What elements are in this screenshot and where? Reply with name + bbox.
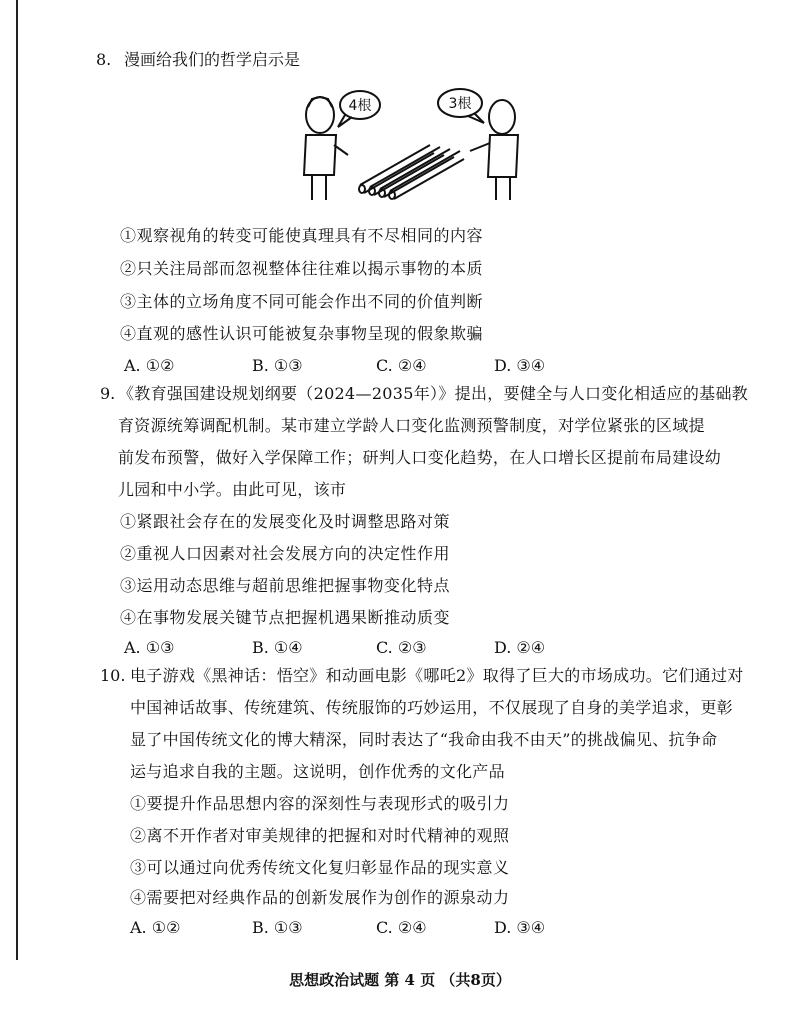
question-8-option-4: ④直观的感性认识可能被复杂事物呈现的假象欺骗: [120, 324, 484, 343]
question-10-stem-line-3: 显了中国传统文化的博大精深，同时表达了“我命由我不由天”的挑战偏见、抗争命: [130, 730, 718, 749]
cartoon-illustration: [290, 85, 530, 210]
question-10-choices: [130, 918, 650, 938]
question-10-stem-line-1: 电子游戏《黑神话：悟空》和动画电影《哪吒2》取得了巨大的市场成功。它们通过对: [130, 666, 744, 685]
question-10-option-3: ③可以通过向优秀传统文化复归彰显作品的现实意义: [130, 858, 510, 877]
question-10-option-2: ②离不开作者对审美规律的把握和对时代精神的观照: [130, 826, 510, 845]
right-bubble-text: 3根: [448, 96, 472, 112]
question-8-number: 8.: [96, 50, 112, 69]
question-9-choice-d: D. ②④: [494, 638, 546, 657]
question-9-option-4: ④在事物发展关键节点把握机遇果断推动质变: [120, 608, 451, 627]
question-10-choice-c: C. ②④: [376, 918, 427, 937]
question-9-choice-c: C. ②③: [376, 638, 427, 657]
binding-margin-line: [16, 0, 18, 960]
left-bubble-text: 4根: [348, 98, 372, 114]
question-9-number: 9.: [100, 384, 116, 403]
question-10-option-4: ④需要把对经典作品的创新发展作为创作的源泉动力: [130, 888, 510, 907]
question-8-stem: 漫画给我们的哲学启示是: [124, 50, 301, 69]
question-10-choice-d: D. ③④: [494, 918, 546, 937]
question-9-stem-line-2: 育资源统筹调配机制。某市建立学龄人口变化监测预警制度，对学位紧张的区域提: [118, 416, 705, 435]
question-9-stem-line-3: 前发布预警，做好入学保障工作；研判人口变化趋势，在人口增长区提前布局建设幼: [118, 448, 722, 467]
question-9-stem-line-4: 儿园和中小学。由此可见，该市: [118, 480, 347, 499]
question-8-choice-b: B. ①③: [252, 356, 303, 375]
question-8-option-2: ②只关注局部而忽视整体往往难以揭示事物的本质: [120, 259, 484, 278]
question-9-choices: [124, 638, 644, 658]
question-10-choice-b: B. ①③: [252, 918, 303, 937]
question-9-option-2: ②重视人口因素对社会发展方向的决定性作用: [120, 544, 451, 563]
question-9-choice-b: B. ①④: [252, 638, 303, 657]
question-10-stem-line-4: 运与追求自我的主题。这说明，创作优秀的文化产品: [130, 762, 505, 781]
question-9-stem-line-1: 《教育强国建设规划纲要（2024—2035年）》提出，要健全与人口变化相适应的基础教: [118, 384, 749, 403]
question-8-choice-a: A. ①②: [124, 356, 175, 375]
question-8-choices: [124, 356, 644, 376]
question-10-stem-line-2: 中国神话故事、传统建筑、传统服饰的巧妙运用，不仅展现了自身的美学追求，更彰: [130, 698, 734, 717]
question-10-option-1: ①要提升作品思想内容的深刻性与表现形式的吸引力: [130, 794, 510, 813]
question-8-choice-d: D. ③④: [494, 356, 546, 375]
question-9-option-3: ③运用动态思维与超前思维把握事物变化特点: [120, 576, 451, 595]
question-9-option-1: ①紧跟社会存在的发展变化及时调整思路对策: [120, 512, 451, 531]
question-8-choice-c: C. ②④: [376, 356, 427, 375]
left-person-figure: [304, 97, 348, 200]
question-10-number: 10.: [100, 666, 126, 685]
question-8-option-1: ①观察视角的转变可能使真理具有不尽相同的内容: [120, 226, 484, 245]
question-10-choice-a: A. ①②: [130, 918, 181, 937]
question-8-option-3: ③主体的立场角度不同可能会作出不同的价值判断: [120, 292, 484, 311]
wooden-logs: [359, 145, 464, 199]
page-footer: 思想政治试题 第 4 页 （共8页）: [289, 971, 511, 989]
question-9-choice-a: A. ①③: [124, 638, 175, 657]
